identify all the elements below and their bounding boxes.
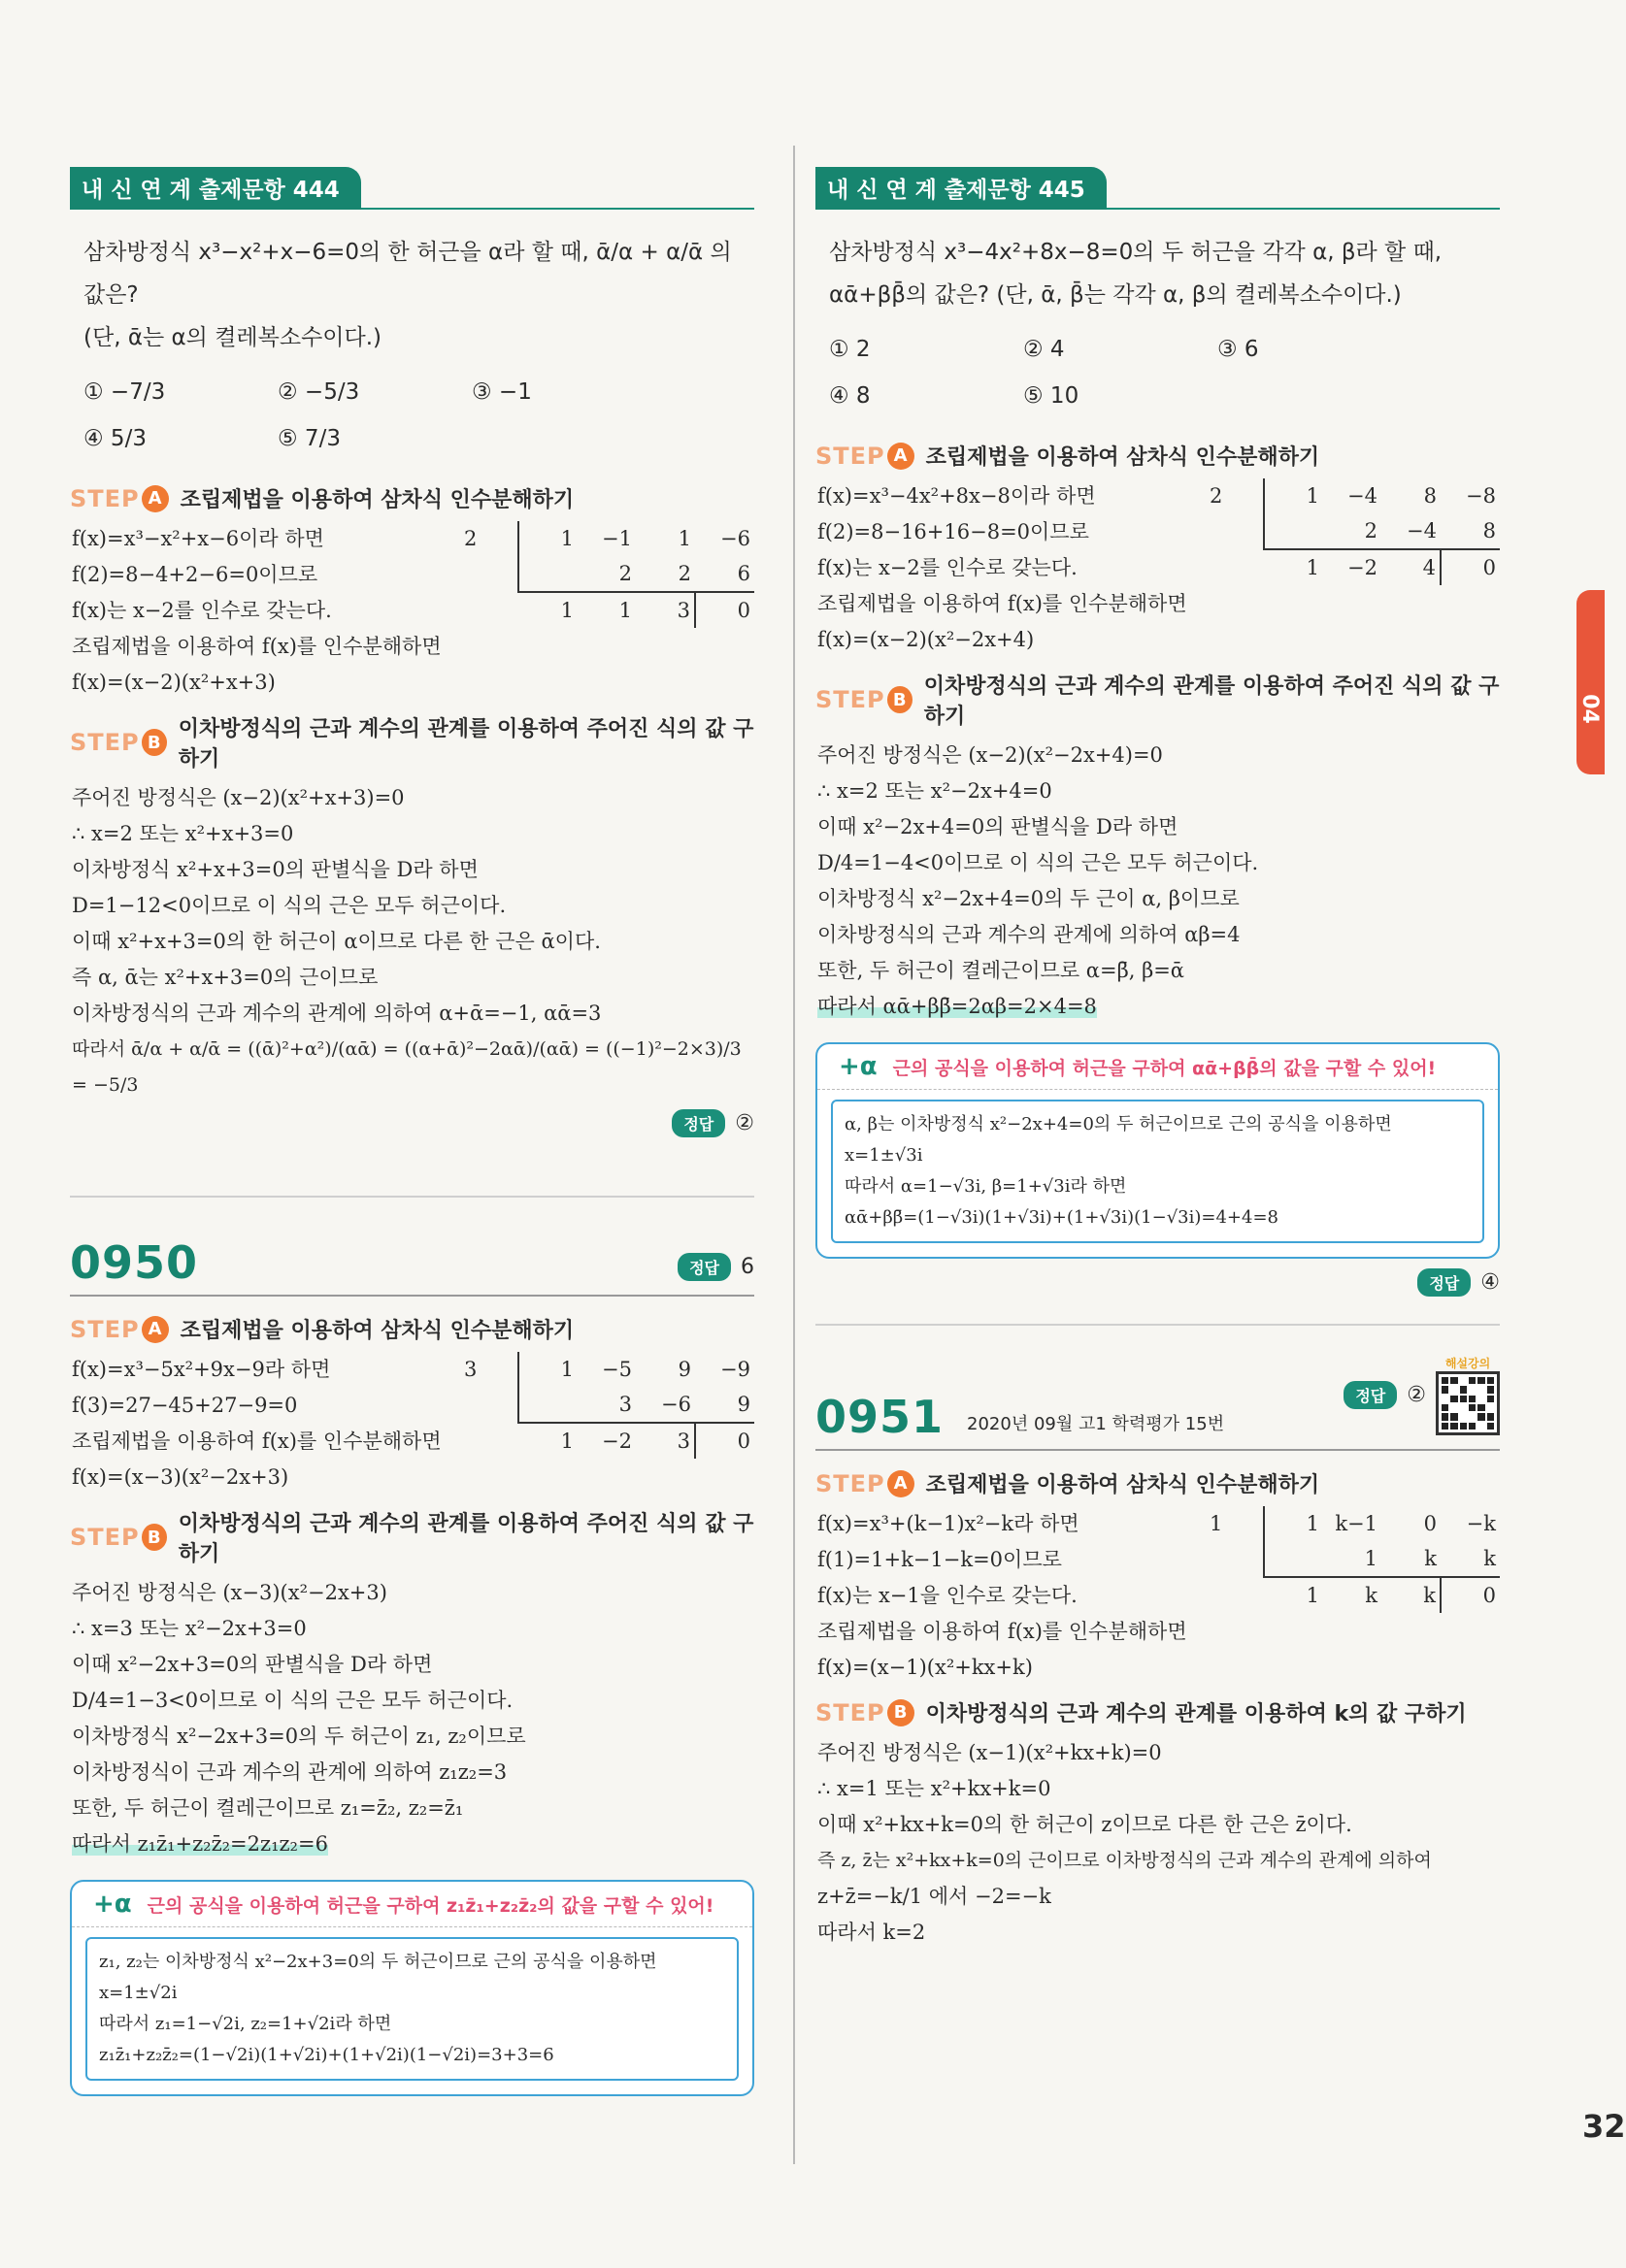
synth-cell: −2 bbox=[1347, 556, 1377, 579]
step-label: STEP bbox=[70, 1524, 140, 1551]
choice-1[interactable]: ① 2 bbox=[829, 337, 871, 362]
solution-line: f(x)=(x−2)(x²−2x+4) bbox=[817, 628, 1035, 651]
synth-cell: k bbox=[1365, 1584, 1377, 1607]
question-note: αᾱ+ββ̄의 값은? (단, ᾱ, β̄는 각각 α, β의 켤레복소수이다.) bbox=[829, 282, 1402, 308]
solution-line: f(x)=(x−1)(x²+kx+k) bbox=[817, 1656, 1033, 1679]
synth-cell: 1 bbox=[678, 527, 691, 550]
step-a-header bbox=[70, 483, 754, 513]
chapter-tab[interactable] bbox=[1576, 590, 1605, 774]
solution-line: 이때 x²+kx+k=0의 한 허근이 z이므로 다른 한 근은 z̄이다. bbox=[817, 1813, 1352, 1836]
solution-line: 따라서 ᾱ/α + α/ᾱ = ((ᾱ)²+α²)/(αᾱ) = ((α+ᾱ)²−2αᾱ)/(αᾱ) = ((−1)²−2×3)/3 = −5/3 bbox=[72, 1038, 742, 1096]
final-highlight: 따라서 z₁z̄₁+z₂z̄₂=2z₁z₂=6 bbox=[72, 1832, 328, 1856]
synthetic-division bbox=[1206, 478, 1500, 585]
problem-number: 0950 bbox=[70, 1236, 199, 1289]
synth-cell: 1 bbox=[1323, 1541, 1381, 1577]
solution-line: f(x)=x³−4x²+8x−8이라 하면 bbox=[817, 484, 1096, 508]
synth-remainder: 0 bbox=[1441, 1577, 1500, 1613]
synth-cell: 1 bbox=[1306, 556, 1319, 579]
choice-4[interactable]: ④ 5/3 bbox=[83, 426, 147, 451]
synth-cell: −2 bbox=[602, 1430, 632, 1453]
answer-row bbox=[815, 1268, 1500, 1297]
synth-divisor: 2 bbox=[460, 521, 518, 556]
synth-cell: 6 bbox=[695, 556, 754, 592]
tip-header bbox=[817, 1044, 1498, 1090]
step-title: 조립제법을 이용하여 삼차식 인수분해하기 bbox=[180, 1319, 575, 1343]
problem-number: 0951 bbox=[815, 1391, 945, 1443]
tip-line: z₁z̄₁+z₂z̄₂=(1−√2i)(1+√2i)+(1+√2i)(1−√2i)=3+3=6 bbox=[99, 2045, 554, 2065]
answer-value: ② bbox=[1407, 1383, 1426, 1407]
choice-2[interactable]: ② 4 bbox=[1023, 337, 1065, 362]
solution-line: 조립제법을 이용하여 f(x)를 인수분해하면 bbox=[817, 592, 1187, 615]
question-tag: 내 신 연 계 출제문항 445 bbox=[815, 167, 1107, 210]
answer-badge: 정답 bbox=[1417, 1268, 1471, 1297]
synth-cell: k bbox=[1381, 1541, 1441, 1577]
solution-line: ∴ x=1 또는 x²+kx+k=0 bbox=[817, 1777, 1051, 1800]
step-badge: A bbox=[887, 1470, 914, 1497]
answer-value: ④ bbox=[1480, 1270, 1500, 1295]
synth-cell: 1 bbox=[560, 599, 574, 622]
step-title: 이차방정식의 근과 계수의 관계를 이용하여 주어진 식의 값 구하기 bbox=[178, 717, 754, 772]
solution-line: 이차방정식 x²−2x+3=0의 두 허근이 z₁, z₂이므로 bbox=[72, 1725, 526, 1748]
synth-cell: k−1 bbox=[1335, 1512, 1377, 1535]
synth-cell: 3 bbox=[677, 599, 690, 622]
solution-line: 주어진 방정식은 (x−3)(x²−2x+3) bbox=[72, 1581, 387, 1604]
step-a-body bbox=[815, 1506, 1500, 1686]
step-a-body bbox=[70, 521, 754, 701]
answer-badge: 정답 bbox=[1344, 1381, 1397, 1409]
step-label: STEP bbox=[815, 1469, 885, 1497]
step-a-body bbox=[70, 1352, 754, 1496]
answer-badge: 정답 bbox=[672, 1109, 725, 1137]
solution-line: 이차방정식 x²+x+3=0의 판별식을 D라 하면 bbox=[72, 858, 479, 881]
synth-cell: −4 bbox=[1347, 484, 1377, 508]
final-highlight: 따라서 αᾱ+ββ̄=2αβ=2×4=8 bbox=[817, 995, 1097, 1018]
solution-line: 이때 x²−2x+4=0의 판별식을 D라 하면 bbox=[817, 815, 1178, 838]
solution-line: 이차방정식 x²−2x+4=0의 두 근이 α, β이므로 bbox=[817, 887, 1240, 910]
plus-alpha-icon: +α bbox=[839, 1052, 878, 1081]
tip-line: 따라서 α=1−√3i, β=1+√3i라 하면 bbox=[845, 1176, 1127, 1197]
synth-cell: 0 bbox=[1423, 1512, 1437, 1535]
synth-cell: 9 bbox=[695, 1387, 754, 1423]
synth-cell: k bbox=[1423, 1584, 1436, 1607]
tip-body bbox=[85, 1937, 739, 2081]
solution-line: f(3)=27−45+27−9=0 bbox=[72, 1394, 298, 1417]
answer-row bbox=[70, 1109, 754, 1137]
solution-line: 이때 x²−2x+3=0의 판별식을 D라 하면 bbox=[72, 1653, 433, 1676]
tip-box bbox=[815, 1042, 1500, 1259]
synth-cell: 8 bbox=[1423, 484, 1437, 508]
solution-line: f(x)는 x−1을 인수로 갖는다. bbox=[817, 1584, 1078, 1607]
synthetic-division bbox=[1206, 1506, 1500, 1613]
step-b-header bbox=[70, 712, 754, 772]
synth-cell: 3 bbox=[677, 1430, 690, 1453]
synth-cell: 1 bbox=[618, 599, 632, 622]
solution-line: D/4=1−3<0이므로 이 식의 근은 모두 허근이다. bbox=[72, 1689, 514, 1712]
section-rule bbox=[815, 1324, 1500, 1326]
synth-cell: −1 bbox=[602, 527, 632, 550]
solution-line: 이차방정식이 근과 계수의 관계에 의하여 z₁z₂=3 bbox=[72, 1760, 508, 1784]
column-divider bbox=[793, 146, 795, 2164]
solution-line: z+z̄=−k/1 에서 −2=−k bbox=[817, 1885, 1051, 1908]
step-a-header bbox=[815, 441, 1500, 471]
tip-title: 근의 공식을 이용하여 허근을 구하여 z₁z̄₁+z₂z̄₂의 값을 구할 수 있어! bbox=[147, 1894, 714, 1917]
synth-cell: −5 bbox=[602, 1358, 632, 1381]
step-title: 이차방정식의 근과 계수의 관계를 이용하여 주어진 식의 값 구하기 bbox=[923, 674, 1500, 729]
step-title: 조립제법을 이용하여 삼차식 인수분해하기 bbox=[180, 488, 575, 512]
synth-cell: k bbox=[1441, 1541, 1500, 1577]
solution-line: f(x)=(x−2)(x²+x+3) bbox=[72, 671, 276, 694]
step-a-header bbox=[815, 1468, 1500, 1498]
question-note: (단, ᾱ는 α의 켤레복소수이다.) bbox=[83, 325, 382, 350]
tip-line: x=1±√3i bbox=[845, 1145, 923, 1166]
solution-line: f(x)는 x−2를 인수로 갖는다. bbox=[72, 599, 332, 622]
step-badge: A bbox=[142, 1316, 169, 1343]
synth-cell: −4 bbox=[1381, 513, 1441, 549]
tip-line: α, β는 이차방정식 x²−2x+4=0의 두 허근이므로 근의 공식을 이용하면 bbox=[845, 1114, 1392, 1134]
step-label: STEP bbox=[815, 442, 885, 470]
plus-alpha-icon: +α bbox=[93, 1890, 132, 1919]
synth-cell: −6 bbox=[636, 1387, 695, 1423]
synth-cell bbox=[518, 556, 578, 592]
chapter-tab-label: 04 bbox=[1577, 694, 1603, 724]
page-number: 32 bbox=[1582, 2108, 1626, 2145]
step-label: STEP bbox=[815, 686, 885, 713]
step-a-header bbox=[70, 1314, 754, 1344]
solution-line: f(x)=x³−x²+x−6이라 하면 bbox=[72, 527, 324, 550]
synth-cell: 1 bbox=[560, 1358, 574, 1381]
step-badge: A bbox=[887, 443, 914, 470]
step-badge: B bbox=[887, 686, 913, 713]
final-line bbox=[815, 989, 1500, 1025]
qr-label: 해설강의 bbox=[1444, 1357, 1491, 1370]
solution-line: D=1−12<0이므로 이 식의 근은 모두 허근이다. bbox=[72, 894, 507, 917]
synth-cell: 2 bbox=[578, 556, 636, 592]
solution-line: f(x)는 x−2를 인수로 갖는다. bbox=[817, 556, 1078, 579]
synth-cell: 9 bbox=[678, 1358, 691, 1381]
step-b-header bbox=[815, 1697, 1500, 1727]
solution-line: 따라서 k=2 bbox=[817, 1921, 926, 1944]
tip-box bbox=[70, 1880, 754, 2096]
step-label: STEP bbox=[815, 1698, 885, 1726]
tip-line: 따라서 z₁=1−√2i, z₂=1+√2i라 하면 bbox=[99, 2014, 392, 2034]
tip-header bbox=[72, 1882, 752, 1927]
problem-header-0950 bbox=[70, 1236, 754, 1297]
choice-2[interactable]: ② −5/3 bbox=[278, 379, 360, 405]
synth-cell bbox=[1264, 1541, 1323, 1577]
synth-cell: 1 bbox=[1306, 484, 1319, 508]
synth-remainder: 0 bbox=[695, 592, 754, 628]
solution-line: f(x)=x³−5x²+9x−9라 하면 bbox=[72, 1358, 331, 1381]
solution-line: ∴ x=2 또는 x²−2x+4=0 bbox=[817, 779, 1052, 803]
synth-cell: 1 bbox=[560, 1430, 574, 1453]
synth-remainder: 0 bbox=[695, 1423, 754, 1459]
synth-cell: −6 bbox=[720, 527, 750, 550]
final-line bbox=[70, 1826, 754, 1862]
synth-cell: 1 bbox=[1306, 1584, 1319, 1607]
solution-line: f(1)=1+k−1−k=0이므로 bbox=[817, 1548, 1062, 1571]
synth-cell: 2 bbox=[1323, 513, 1381, 549]
tip-line: x=1±√2i bbox=[99, 1983, 178, 2003]
solution-line: ∴ x=2 또는 x²+x+3=0 bbox=[72, 822, 294, 845]
solution-line: 조립제법을 이용하여 f(x)를 인수분해하면 bbox=[72, 635, 442, 658]
step-b-header bbox=[70, 1507, 754, 1567]
synth-divisor: 3 bbox=[460, 1352, 518, 1387]
synth-divisor: 1 bbox=[1206, 1506, 1264, 1541]
synth-cell: 1 bbox=[1306, 1512, 1319, 1535]
answer-badge: 정답 bbox=[678, 1253, 731, 1281]
synth-cell: 3 bbox=[578, 1387, 636, 1423]
synth-divisor: 2 bbox=[1206, 478, 1264, 513]
solution-line: 조립제법을 이용하여 f(x)를 인수분해하면 bbox=[817, 1620, 1187, 1643]
question-tag: 내 신 연 계 출제문항 444 bbox=[70, 167, 361, 210]
synth-cell bbox=[518, 1387, 578, 1423]
step-title: 이차방정식의 근과 계수의 관계를 이용하여 주어진 식의 값 구하기 bbox=[178, 1512, 754, 1566]
step-badge: B bbox=[887, 1699, 914, 1726]
choice-4[interactable]: ④ 8 bbox=[829, 383, 871, 409]
solution-line: 또한, 두 허근이 켤레근이므로 z₁=z̄₂, z₂=z̄₁ bbox=[72, 1796, 464, 1820]
step-badge: A bbox=[142, 485, 169, 512]
tip-line: z₁, z₂는 이차방정식 x²−2x+3=0의 두 허근이므로 근의 공식을 이용하면 bbox=[99, 1952, 657, 1972]
solution-line: f(2)=8−4+2−6=0이므로 bbox=[72, 563, 318, 586]
qr-block[interactable] bbox=[1436, 1355, 1500, 1435]
solution-line: 이차방정식의 근과 계수의 관계에 의하여 αβ=4 bbox=[817, 923, 1241, 946]
step-title: 조립제법을 이용하여 삼차식 인수분해하기 bbox=[925, 445, 1320, 470]
step-label: STEP bbox=[70, 1315, 140, 1343]
synth-cell: 4 bbox=[1422, 556, 1436, 579]
right-column bbox=[815, 165, 1500, 1951]
solution-line: f(x)=x³+(k−1)x²−k라 하면 bbox=[817, 1512, 1079, 1535]
synth-cell: 8 bbox=[1441, 513, 1500, 549]
synth-cell: −9 bbox=[720, 1358, 750, 1381]
solution-line: ∴ x=3 또는 x²−2x+3=0 bbox=[72, 1617, 307, 1640]
question-header-444 bbox=[70, 165, 754, 210]
step-label: STEP bbox=[70, 729, 140, 756]
tip-title: 근의 공식을 이용하여 허근을 구하여 αᾱ+ββ̄의 값을 구할 수 있어! bbox=[892, 1057, 1437, 1079]
left-column bbox=[70, 165, 754, 2096]
section-rule bbox=[70, 1196, 754, 1198]
solution-line: 조립제법을 이용하여 f(x)를 인수분해하면 bbox=[72, 1430, 442, 1453]
choice-5[interactable]: ⑤ 10 bbox=[1023, 383, 1079, 409]
question-text: 삼차방정식 x³−4x²+8x−8=0의 두 허근을 각각 α, β라 할 때, bbox=[829, 240, 1443, 265]
choice-3[interactable]: ③ −1 bbox=[472, 379, 532, 405]
choice-5[interactable]: ⑤ 7/3 bbox=[278, 426, 341, 451]
step-b-header bbox=[815, 670, 1500, 730]
synth-cell: 2 bbox=[636, 556, 695, 592]
solution-line: 또한, 두 허근이 켤레근이므로 α=β̄, β=ᾱ bbox=[817, 959, 1184, 982]
tip-line: αᾱ+ββ̄=(1−√3i)(1+√3i)+(1+√3i)(1−√3i)=4+4=8 bbox=[845, 1207, 1279, 1228]
synthetic-division bbox=[460, 1352, 754, 1459]
answer-value: ② bbox=[735, 1111, 754, 1135]
step-title: 이차방정식의 근과 계수의 관계를 이용하여 k의 값 구하기 bbox=[925, 1702, 1467, 1726]
answer-choices bbox=[70, 369, 754, 462]
answer-choices bbox=[815, 326, 1500, 419]
solution-line: 즉 z, z̄는 x²+kx+k=0의 근이므로 이차방정식의 근과 계수의 관계에 의하여 bbox=[817, 1850, 1432, 1871]
synthetic-division bbox=[460, 521, 754, 628]
answer-value: 6 bbox=[741, 1255, 754, 1279]
solution-line: f(2)=8−16+16−8=0이므로 bbox=[817, 520, 1089, 543]
problem-header-0951 bbox=[815, 1355, 1500, 1451]
choice-1[interactable]: ① −7/3 bbox=[83, 379, 166, 405]
answer-row bbox=[1344, 1355, 1500, 1435]
question-text: 삼차방정식 x³−x²+x−6=0의 한 허근을 α라 할 때, ᾱ/α + α/ᾱ 의 값은? bbox=[83, 240, 732, 308]
tip-body bbox=[831, 1100, 1484, 1243]
synth-cell bbox=[1264, 513, 1323, 549]
synth-cell: −8 bbox=[1466, 484, 1496, 508]
solution-line: 즉 α, ᾱ는 x²+x+3=0의 근이므로 bbox=[72, 966, 379, 989]
choice-3[interactable]: ③ 6 bbox=[1217, 337, 1259, 362]
step-badge: B bbox=[142, 729, 167, 756]
solution-line: 주어진 방정식은 (x−1)(x²+kx+k)=0 bbox=[817, 1741, 1162, 1764]
step-label: STEP bbox=[70, 484, 140, 512]
step-a-body bbox=[815, 478, 1500, 658]
answer-row bbox=[678, 1253, 754, 1281]
question-header-445 bbox=[815, 165, 1500, 210]
problem-source: 2020년 09월 고1 학력평가 15번 bbox=[967, 1414, 1225, 1434]
solution-line: f(x)=(x−3)(x²−2x+3) bbox=[72, 1465, 289, 1489]
step-badge: B bbox=[142, 1524, 167, 1551]
synth-cell: −k bbox=[1466, 1512, 1496, 1535]
solution-line: D/4=1−4<0이므로 이 식의 근은 모두 허근이다. bbox=[817, 851, 1259, 874]
synth-cell: 1 bbox=[560, 527, 574, 550]
solution-line: 이차방정식의 근과 계수의 관계에 의하여 α+ᾱ=−1, αᾱ=3 bbox=[72, 1002, 602, 1025]
solution-line: 주어진 방정식은 (x−2)(x²−2x+4)=0 bbox=[817, 743, 1163, 767]
step-title: 조립제법을 이용하여 삼차식 인수분해하기 bbox=[925, 1473, 1320, 1497]
solution-line: 주어진 방정식은 (x−2)(x²+x+3)=0 bbox=[72, 786, 405, 809]
qr-code-icon[interactable] bbox=[1436, 1371, 1500, 1435]
synth-remainder: 0 bbox=[1441, 549, 1500, 585]
solution-line: 이때 x²+x+3=0의 한 허근이 α이므로 다른 한 근은 ᾱ이다. bbox=[72, 930, 601, 953]
